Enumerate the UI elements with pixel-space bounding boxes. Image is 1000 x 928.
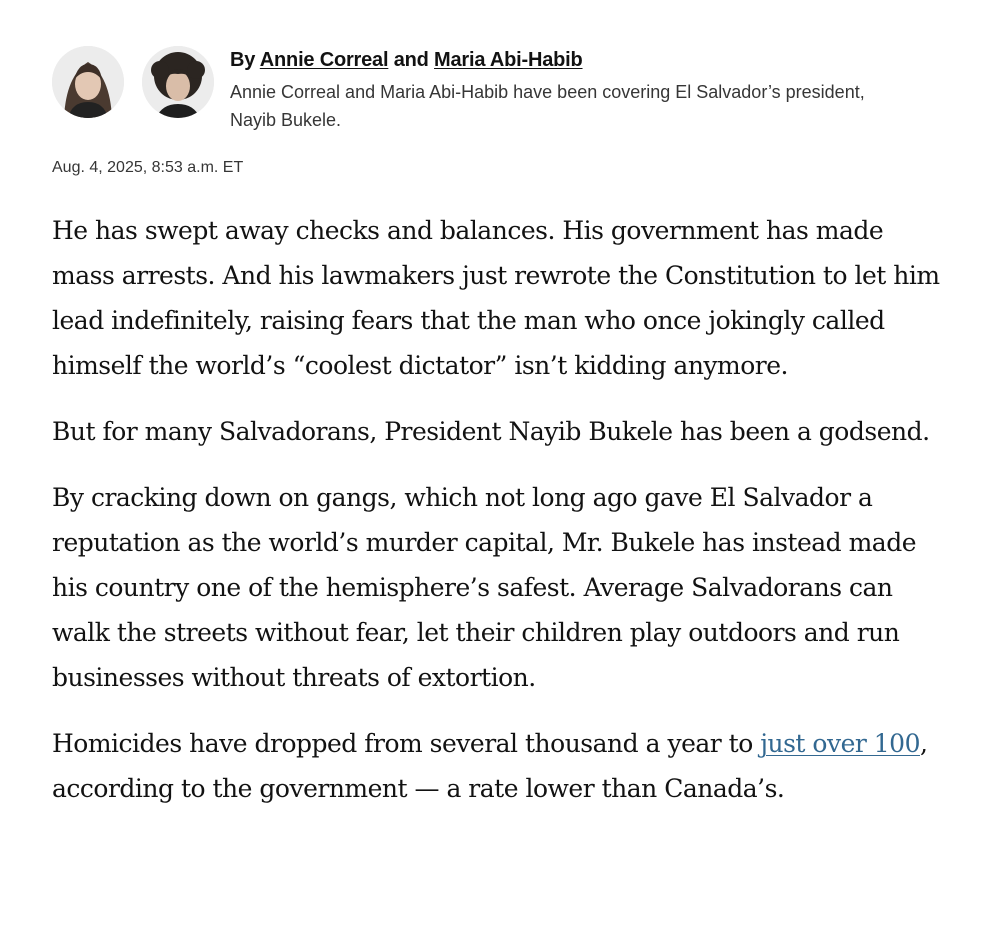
publish-timestamp: Aug. 4, 2025, 8:53 a.m. ET xyxy=(52,159,244,176)
article-paragraph: By cracking down on gangs, which not long ago gave El Salvador a reputation as the world’s murder capital, Mr. Bukele has instead made his country one of the hemisphere’s safest. Average Salvadorans can walk the streets without fear, let their children play outdoors and run businesses without threats of extortion. xyxy=(52,483,916,692)
author-link-maria-abi-habib[interactable]: Maria Abi-Habib xyxy=(434,49,583,71)
author-avatar-annie-correal[interactable] xyxy=(52,46,124,118)
portrait-photo-icon xyxy=(142,46,214,118)
article-paragraph: He has swept away checks and balances. His government has made mass arrests. And his lawmakers just rewrote the Constitution to let him lead indefinitely, raising fears that the man who once jokingly called himself the world’s “coolest dictator” isn’t kidding anymore. xyxy=(52,216,940,380)
author-link-annie-correal[interactable]: Annie Correal xyxy=(259,49,389,71)
byline-text xyxy=(230,48,930,134)
byline-authors xyxy=(230,48,930,72)
portrait-photo-icon xyxy=(52,46,124,118)
article-text: , according to the government — a rate lower than Canada’s. xyxy=(52,729,928,803)
article-paragraph: But for many Salvadorans, President Nayib Bukele has been a godsend. xyxy=(52,417,930,446)
author-avatar-maria-abi-habib[interactable] xyxy=(142,46,214,118)
article-text: Homicides have dropped from several thousand a year to xyxy=(52,729,761,758)
byline-prefix: By xyxy=(230,49,256,71)
article-paragraph xyxy=(52,721,952,811)
byline-conjunction: and xyxy=(393,49,429,71)
byline-description: Annie Correal and Maria Abi-Habib have been covering El Salvador’s president, Nayib Bukele. xyxy=(230,82,865,130)
homicide-statistics-link[interactable]: just over 100 xyxy=(760,729,920,758)
byline xyxy=(52,44,952,144)
article-body xyxy=(52,208,952,832)
